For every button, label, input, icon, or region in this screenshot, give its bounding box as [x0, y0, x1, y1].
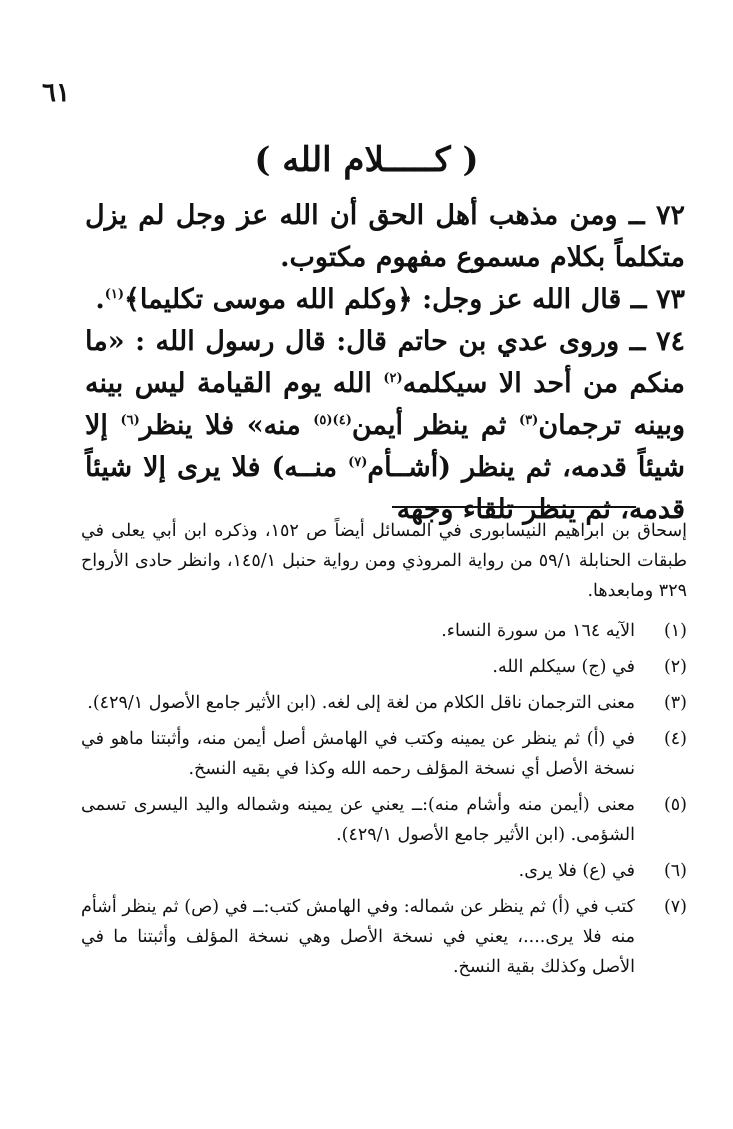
footnote-text: معنى (أيمن منه وأشام منه):ــ يعني عن يمينه وشماله واليد اليسرى تسمى الشؤمى. (ابن الأثير جامع الأصول ٤٢٩/١). — [81, 795, 635, 845]
footnote-number: (١) — [663, 621, 687, 641]
section-heading: ( كـــــلام الله ) — [254, 140, 479, 180]
paragraph-text: ثم ينظر أيمن — [351, 410, 520, 441]
footnote-text: في (ج) سيكلم الله. — [492, 657, 635, 677]
footnote-item — [81, 616, 687, 646]
footnote-item — [81, 688, 687, 718]
footnote-ref: (٧) — [348, 455, 368, 470]
footnote-number: (٧) — [663, 897, 687, 917]
main-text — [85, 195, 685, 531]
footnote-ref: (٦) — [120, 413, 140, 428]
page-number: ٦١ — [42, 78, 70, 108]
footnote-item — [81, 652, 687, 682]
paragraph-number: ٧٤ ــ — [629, 326, 685, 357]
footnote-text: معنى الترجمان ناقل الكلام من لغة إلى لغه. (ابن الأثير جامع الأصول ٤٢٩/١). — [87, 693, 635, 713]
paragraph-text: الله يوم القيامة ليس بينه وبينه ترجمان — [85, 368, 685, 441]
footnotes — [81, 516, 687, 988]
paragraph-text: إلا شيئاً قدمه، ثم ينظر (أشــأم — [85, 410, 685, 483]
footnote-number: (٣) — [663, 693, 687, 713]
paragraph-text: وروى عدي بن حاتم قال: قال رسول الله : «ما منكم من أحد الا سيكلمه — [85, 326, 685, 399]
footnote-divider — [392, 506, 636, 508]
footnote-ref: (٣) — [519, 413, 539, 428]
paragraph-text: ومن مذهب أهل الحق أن الله عز وجل لم يزل متكلماً بكلام مسموع مفهوم مكتوب. — [85, 200, 685, 273]
footnote-item — [81, 724, 687, 784]
footnote-ref: (٤)(٥) — [313, 413, 352, 428]
paragraph-74 — [85, 321, 685, 531]
paragraph-number: ٧٢ ــ — [628, 200, 685, 231]
paragraph-text: . — [95, 284, 105, 315]
footnote-ref: (١) — [104, 287, 125, 302]
footnote-number: (٤) — [663, 729, 687, 749]
footnote-number: (٥) — [663, 795, 687, 815]
paragraph-text: قال الله عز وجل: — [422, 284, 622, 315]
footnote-text: في (ع) فلا يرى. — [518, 861, 635, 881]
footnote-number: (٢) — [663, 657, 687, 677]
paragraph-text: منه» فلا ينظر — [139, 410, 314, 441]
footnote-item — [81, 892, 687, 982]
footnote-number: (٦) — [663, 861, 687, 881]
paragraph-72 — [85, 195, 685, 279]
paragraph-73 — [85, 279, 685, 321]
footnote-continuation: إسحاق بن ابراهيم النيسابورى في المسائل أيضاً ص ١٥٢، وذكره ابن أبي يعلى في طبقات الحنابلة ٥٩/١ من رواية المروذي ومن رواية حنبل ١٤٥/١، وانظر حادى الأرواح ٣٢٩ ومابعدها. — [81, 521, 688, 601]
paragraph-number: ٧٣ ــ — [630, 284, 685, 315]
footnote-item — [81, 856, 687, 886]
paragraph-text: منــه) فلا يرى إلا شيئاً قدمه، ثم ينظر تلقاء وجهه — [85, 452, 685, 525]
footnote-text: كتب في (أ) ثم ينظر عن شماله: وفي الهامش كتب:ــ في (ص) ثم ينظر أشأم منه فلا يرى....، يعني في نسخة الأصل وهي نسخة المؤلف وأثبتنا ما في الأصل وكذلك بقية النسخ. — [81, 897, 635, 977]
footnote-ref: (٢) — [383, 371, 403, 386]
footnote-text: في (أ) ثم ينظر عن يمينه وكتب في الهامش أصل أيمن منه، وأثبتنا ماهو في نسخة الأصل أي نسخة المؤلف رحمه الله وكذا في بقيه النسخ. — [81, 729, 635, 779]
quran-quote: ﴿وكلم الله موسى تكليما﴾ — [124, 284, 413, 315]
footnote-item — [81, 790, 687, 850]
footnote-text: الآيه ١٦٤ من سورة النساء. — [441, 621, 635, 641]
